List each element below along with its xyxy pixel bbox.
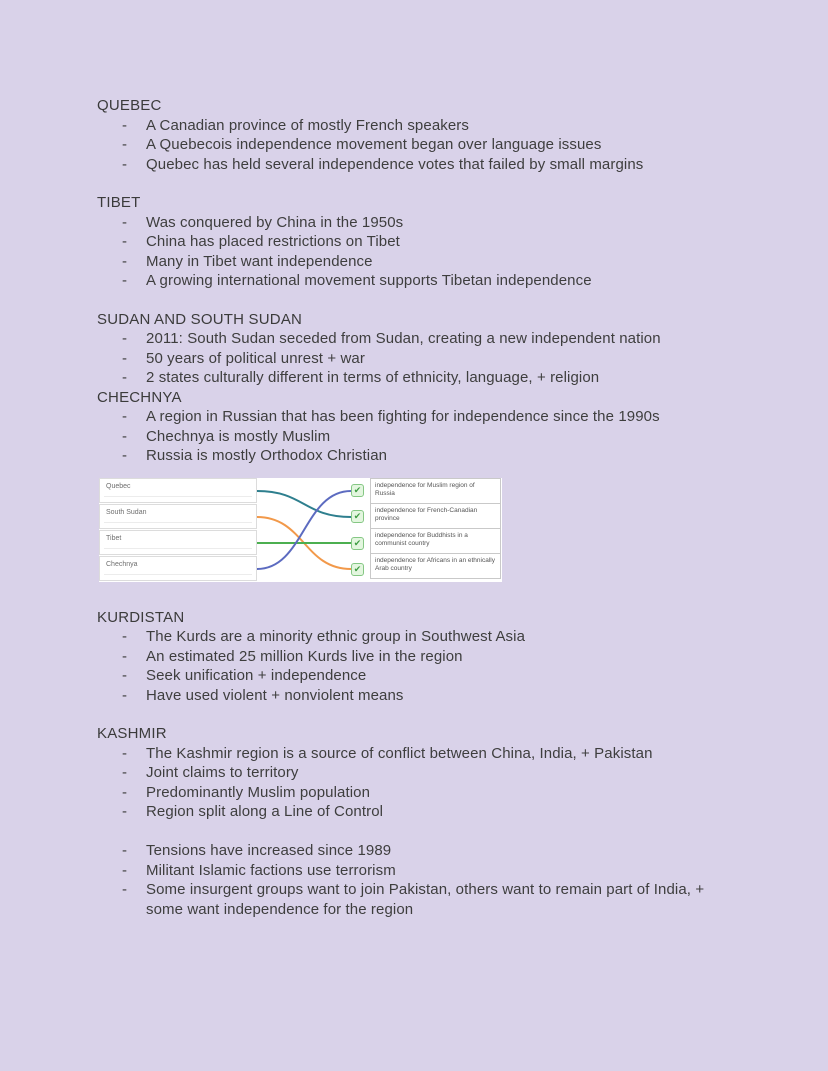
bullet-text: Joint claims to territory bbox=[146, 764, 299, 781]
bullet-text: Some insurgent groups want to join Pakistan, others want to remain part of India, + some want independence for the region bbox=[146, 881, 705, 918]
bullet-item bbox=[97, 271, 737, 291]
bullet-dash: - bbox=[122, 155, 128, 173]
bullet-dash: - bbox=[122, 233, 128, 250]
answer-line bbox=[104, 496, 252, 497]
bullet-dash: - bbox=[122, 744, 128, 762]
bullet-text: The Kashmir region is a source of conflict between China, India, + Pakistan bbox=[146, 744, 653, 762]
bullet-dash: - bbox=[122, 116, 128, 134]
matching-items-column bbox=[99, 478, 257, 582]
bullet-item bbox=[97, 349, 737, 369]
bullet-dash: - bbox=[122, 764, 128, 781]
bullet-item bbox=[97, 329, 737, 349]
bullet-item bbox=[97, 252, 737, 272]
match-item bbox=[99, 504, 257, 529]
bullet-item bbox=[97, 232, 737, 252]
matching-answers-column bbox=[370, 478, 501, 579]
match-answer: independence for French-Canadian province bbox=[370, 503, 501, 529]
bullet-item bbox=[97, 116, 737, 136]
bullet-item bbox=[97, 427, 737, 447]
section-heading: TIBET bbox=[97, 194, 141, 211]
bullet-item bbox=[97, 213, 737, 233]
bullet-text: Seek unification + independence bbox=[146, 667, 367, 684]
bullet-text: Many in Tibet want independence bbox=[146, 252, 373, 270]
match-item bbox=[99, 556, 257, 581]
bullet-text: A growing international movement supports Tibetan independence bbox=[146, 272, 592, 289]
bullet-dash: - bbox=[122, 252, 128, 270]
bullet-item bbox=[97, 368, 737, 388]
answer-line bbox=[104, 522, 252, 523]
bullet-item bbox=[97, 135, 737, 155]
bullet-dash: - bbox=[122, 667, 128, 684]
bullet-text: An estimated 25 million Kurds live in the region bbox=[146, 647, 463, 665]
bullet-text: Region split along a Line of Control bbox=[146, 803, 384, 820]
section-chechnya bbox=[97, 388, 737, 466]
bullet-text: Predominantly Muslim population bbox=[146, 783, 371, 801]
bullet-dash: - bbox=[122, 861, 128, 879]
checkmark-icon: ✔ bbox=[351, 537, 364, 550]
bullet-text: Tensions have increased since 1989 bbox=[146, 842, 392, 859]
bullet-dash: - bbox=[122, 272, 128, 289]
match-answer: independence for Buddhists in a communist country bbox=[370, 528, 501, 554]
match-item-label: South Sudan bbox=[106, 508, 147, 516]
section-heading: CHECHNYA bbox=[97, 388, 182, 406]
bullet-dash: - bbox=[122, 647, 128, 665]
bullet-text: Militant Islamic factions use terrorism bbox=[146, 861, 396, 879]
bullet-item bbox=[97, 802, 737, 822]
match-item bbox=[99, 478, 257, 503]
bullet-dash: - bbox=[122, 349, 128, 367]
answer-line bbox=[104, 574, 252, 575]
bullet-item bbox=[97, 686, 737, 706]
bullet-dash: - bbox=[122, 408, 128, 425]
bullet-dash: - bbox=[122, 136, 128, 153]
match-item bbox=[99, 530, 257, 555]
bullet-dash: - bbox=[122, 447, 128, 464]
bullet-item bbox=[97, 783, 737, 803]
bullet-dash: - bbox=[122, 628, 128, 645]
bullet-item bbox=[97, 155, 737, 175]
bullet-text: Was conquered by China in the 1950s bbox=[146, 213, 404, 231]
bullet-item bbox=[97, 763, 737, 783]
match-line-chechnya bbox=[257, 491, 351, 569]
bullet-item bbox=[97, 627, 737, 647]
bullet-dash: - bbox=[122, 330, 128, 347]
section-kurdistan bbox=[97, 608, 737, 706]
bullet-text: China has placed restrictions on Tibet bbox=[146, 233, 400, 250]
section-heading: QUEBEC bbox=[97, 97, 162, 114]
bullet-dash: - bbox=[122, 213, 128, 231]
bullet-text: A Quebecois independence movement began over language issues bbox=[146, 136, 602, 153]
bullet-dash: - bbox=[122, 686, 128, 704]
bullet-item bbox=[97, 861, 737, 881]
bullet-item bbox=[97, 880, 737, 919]
bullet-text: 50 years of political unrest + war bbox=[146, 349, 365, 367]
bullet-dash: - bbox=[122, 842, 128, 859]
bullet-text: Quebec has held several independence votes that failed by small margins bbox=[146, 155, 644, 173]
checkmark-icon: ✔ bbox=[351, 510, 364, 523]
section-quebec bbox=[97, 96, 737, 174]
matching-exercise-image bbox=[99, 478, 502, 582]
bullet-text: A Canadian province of mostly French speakers bbox=[146, 116, 469, 134]
matching-checks-column bbox=[351, 478, 366, 582]
answer-line bbox=[104, 548, 252, 549]
match-item-label: Chechnya bbox=[106, 560, 138, 568]
bullet-dash: - bbox=[122, 783, 128, 801]
bullet-text: Chechnya is mostly Muslim bbox=[146, 427, 331, 445]
bullet-text: 2 states culturally different in terms of ethnicity, language, + religion bbox=[146, 369, 600, 386]
section-tibet bbox=[97, 193, 737, 291]
match-item-label: Quebec bbox=[106, 482, 131, 490]
section-heading: KASHMIR bbox=[97, 725, 167, 742]
bullet-text: Russia is mostly Orthodox Christian bbox=[146, 447, 388, 464]
match-answer: independence for Africans in an ethnically Arab country bbox=[370, 553, 501, 579]
checkmark-icon: ✔ bbox=[351, 563, 364, 576]
bullet-dash: - bbox=[122, 427, 128, 445]
bullet-dash: - bbox=[122, 803, 128, 820]
bullet-text: 2011: South Sudan seceded from Sudan, creating a new independent nation bbox=[146, 330, 661, 347]
bullet-text: The Kurds are a minority ethnic group in Southwest Asia bbox=[146, 628, 526, 645]
bullet-item bbox=[97, 407, 737, 427]
matching-connector-lines bbox=[257, 478, 351, 582]
section-heading: KURDISTAN bbox=[97, 608, 185, 626]
match-answer: independence for Muslim region of Russia bbox=[370, 478, 501, 504]
bullet-dash: - bbox=[122, 881, 128, 898]
match-item-label: Tibet bbox=[106, 534, 122, 542]
notes-content bbox=[97, 96, 737, 938]
bullet-item bbox=[97, 744, 737, 764]
match-line-quebec bbox=[257, 491, 351, 517]
section-heading: SUDAN AND SOUTH SUDAN bbox=[97, 310, 303, 328]
section-sudan bbox=[97, 310, 737, 388]
blank-line bbox=[97, 822, 737, 842]
bullet-item bbox=[97, 647, 737, 667]
checkmark-icon: ✔ bbox=[351, 484, 364, 497]
section-kashmir bbox=[97, 724, 737, 919]
bullet-dash: - bbox=[122, 369, 128, 386]
bullet-item bbox=[97, 841, 737, 861]
bullet-text: Have used violent + nonviolent means bbox=[146, 686, 404, 704]
bullet-text: A region in Russian that has been fighting for independence since the 1990s bbox=[146, 408, 660, 425]
bullet-item bbox=[97, 666, 737, 686]
bullet-item bbox=[97, 446, 737, 466]
